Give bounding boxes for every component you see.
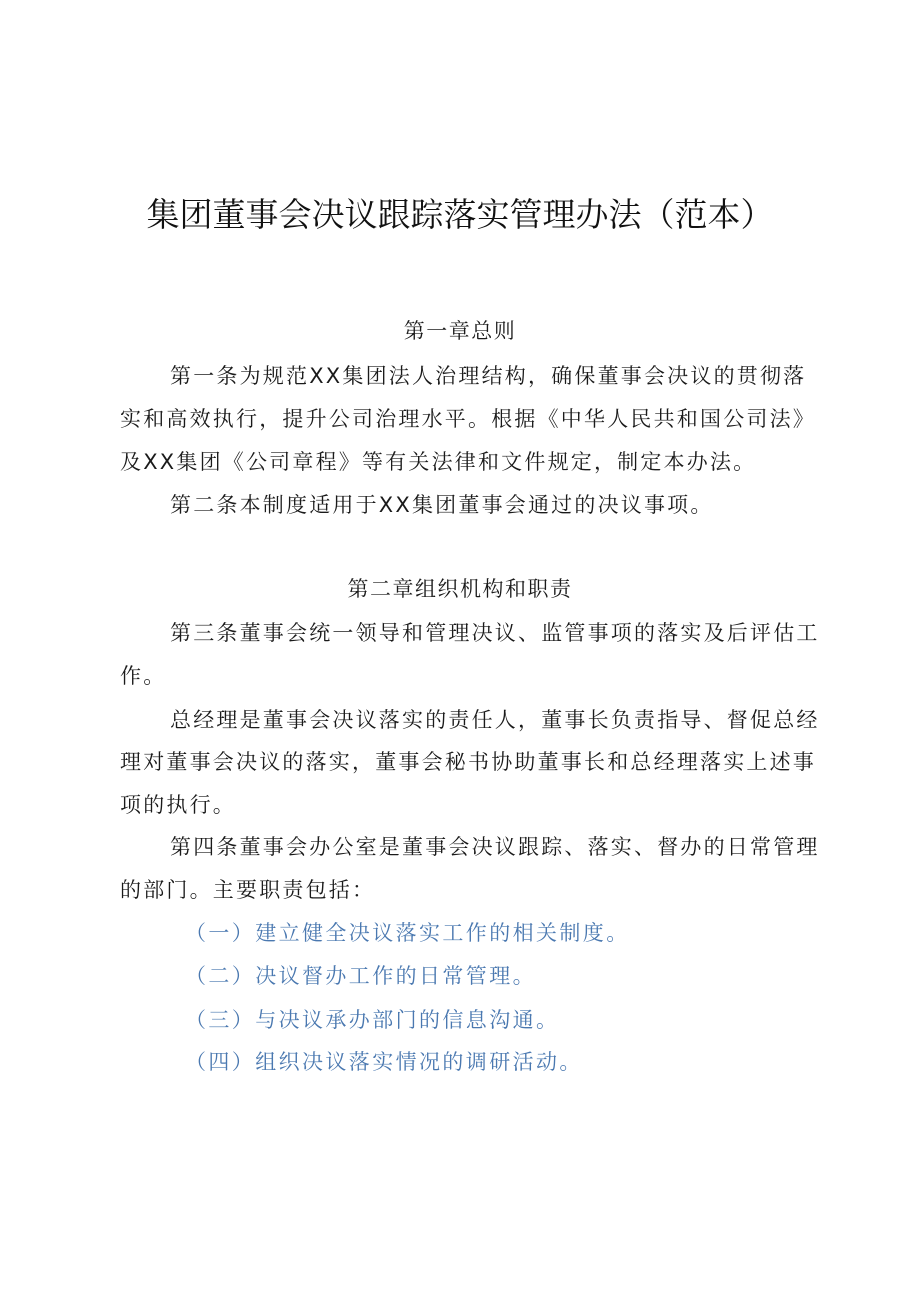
duty-item-3: （三）与决议承办部门的信息沟通。 [185,1008,560,1032]
article-1-line-1: 第一条为规范XX集团法人治理结构，确保董事会决议的贯彻落 [170,364,807,388]
duty-item-2: （二）决议督办工作的日常管理。 [185,964,536,988]
article-2: 第二条本制度适用于XX集团董事会通过的决议事项。 [170,493,714,517]
article-3-line-2: 作。 [120,664,167,688]
article-1-line-3: 及XX集团《公司章程》等有关法律和文件规定，制定本办法。 [120,450,757,474]
duty-item-4: （四）组织决议落实情况的调研活动。 [185,1050,583,1074]
chapter-2-heading: 第二章组织机构和职责 [347,577,573,601]
article-4-line-1: 第四条董事会办公室是董事会决议跟踪、落实、督办的日常管理 [170,835,820,859]
chapter-1-heading: 第一章总则 [403,319,517,343]
gm-paragraph-line-3: 项的执行。 [120,793,236,817]
duty-item-1: （一）建立健全决议落实工作的相关制度。 [185,921,630,945]
document-title: 集团董事会决议跟踪落实管理办法（范本） [146,195,774,234]
article-1-line-2: 实和高效执行，提升公司治理水平。根据《中华人民共和国公司法》 [120,407,816,431]
gm-paragraph-line-1: 总经理是董事会决议落实的责任人，董事长负责指导、督促总经 [170,708,820,732]
article-4-line-2: 的部门。主要职责包括： [120,878,376,902]
gm-paragraph-line-2: 理对董事会决议的落实，董事会秘书协助董事长和总经理落实上述事 [120,750,816,774]
article-3-line-1: 第三条董事会统一领导和管理决议、监管事项的落实及后评估工 [170,621,820,645]
